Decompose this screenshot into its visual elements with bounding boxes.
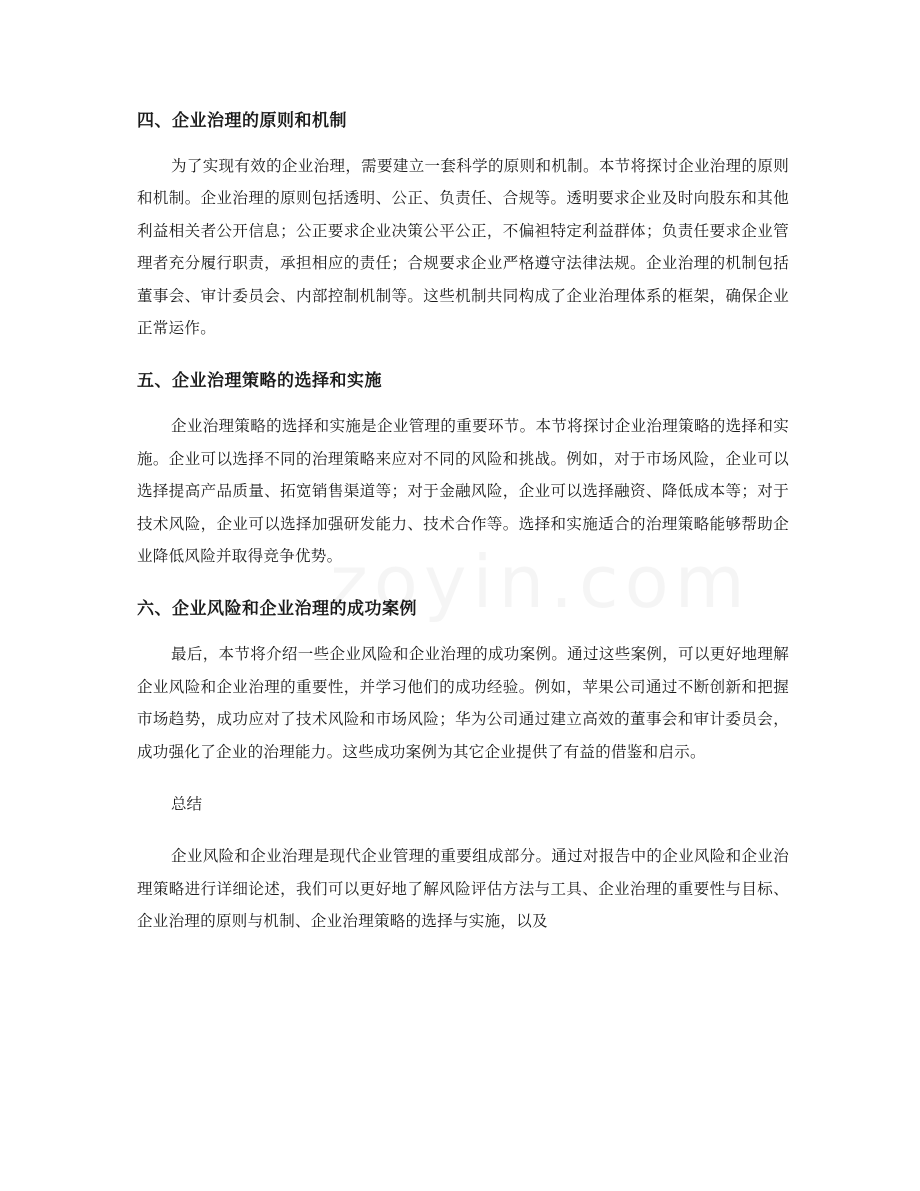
section-heading: 六、企业风险和企业治理的成功案例 xyxy=(137,599,417,620)
section-paragraph: 企业治理策略的选择和实施是企业管理的重要环节。本节将探讨企业治理策略的选择和实施。企业可以选择不同的治理策略来应对不同的风险和挑战。例如，对于市场风险，企业可以选择提高产品质量、拓宽销售渠道等；对于金融风险，企业可以选择融资、降低成本等；对于技术风险，企业可以选择加强研发能力、技术合作等。选择和实施适合的治理策略能够帮助企业降低风险并取得竞争优势。 xyxy=(137,417,789,566)
section-5 xyxy=(137,364,789,572)
summary-paragraph: 企业风险和企业治理是现代企业管理的重要组成部分。通过对报告中的企业风险和企业治理策略进行详细论述，我们可以更好地了解风险评估方法与工具、企业治理的重要性与目标、企业治理的原则与机制、企业治理策略的选择与实施，以及 xyxy=(137,847,789,930)
document-content xyxy=(137,104,789,957)
section-6 xyxy=(137,592,789,768)
section-paragraph: 最后，本节将介绍一些企业风险和企业治理的成功案例。通过这些案例，可以更好地理解企业风险和企业治理的重要性，并学习他们的成功经验。例如，苹果公司通过不断创新和把握市场趋势，成功应对了技术风险和市场风险；华为公司通过建立高效的董事会和审计委员会，成功强化了企业的治理能力。这些成功案例为其它企业提供了有益的借鉴和启示。 xyxy=(137,645,789,761)
section-heading: 四、企业治理的原则和机制 xyxy=(137,111,347,131)
section-heading: 五、企业治理策略的选择和实施 xyxy=(137,371,382,392)
section-4 xyxy=(137,104,789,344)
summary-section xyxy=(137,788,789,937)
section-paragraph: 为了实现有效的企业治理，需要建立一套科学的原则和机制。本节将探讨企业治理的原则和机制。企业治理的原则包括透明、公正、负责任、合规等。透明要求企业及时向股东和其他利益相关者公开信息；公正要求企业决策公平公正，不偏袒特定利益群体；负责任要求企业管理者充分履行职责，承担相应的责任；合规要求企业严格遵守法律法规。企业治理的机制包括董事会、审计委员会、内部控制机制等。这些机制共同构成了企业治理体系的框架，确保企业正常运作。 xyxy=(137,157,789,338)
summary-title: 总结 xyxy=(171,795,203,814)
